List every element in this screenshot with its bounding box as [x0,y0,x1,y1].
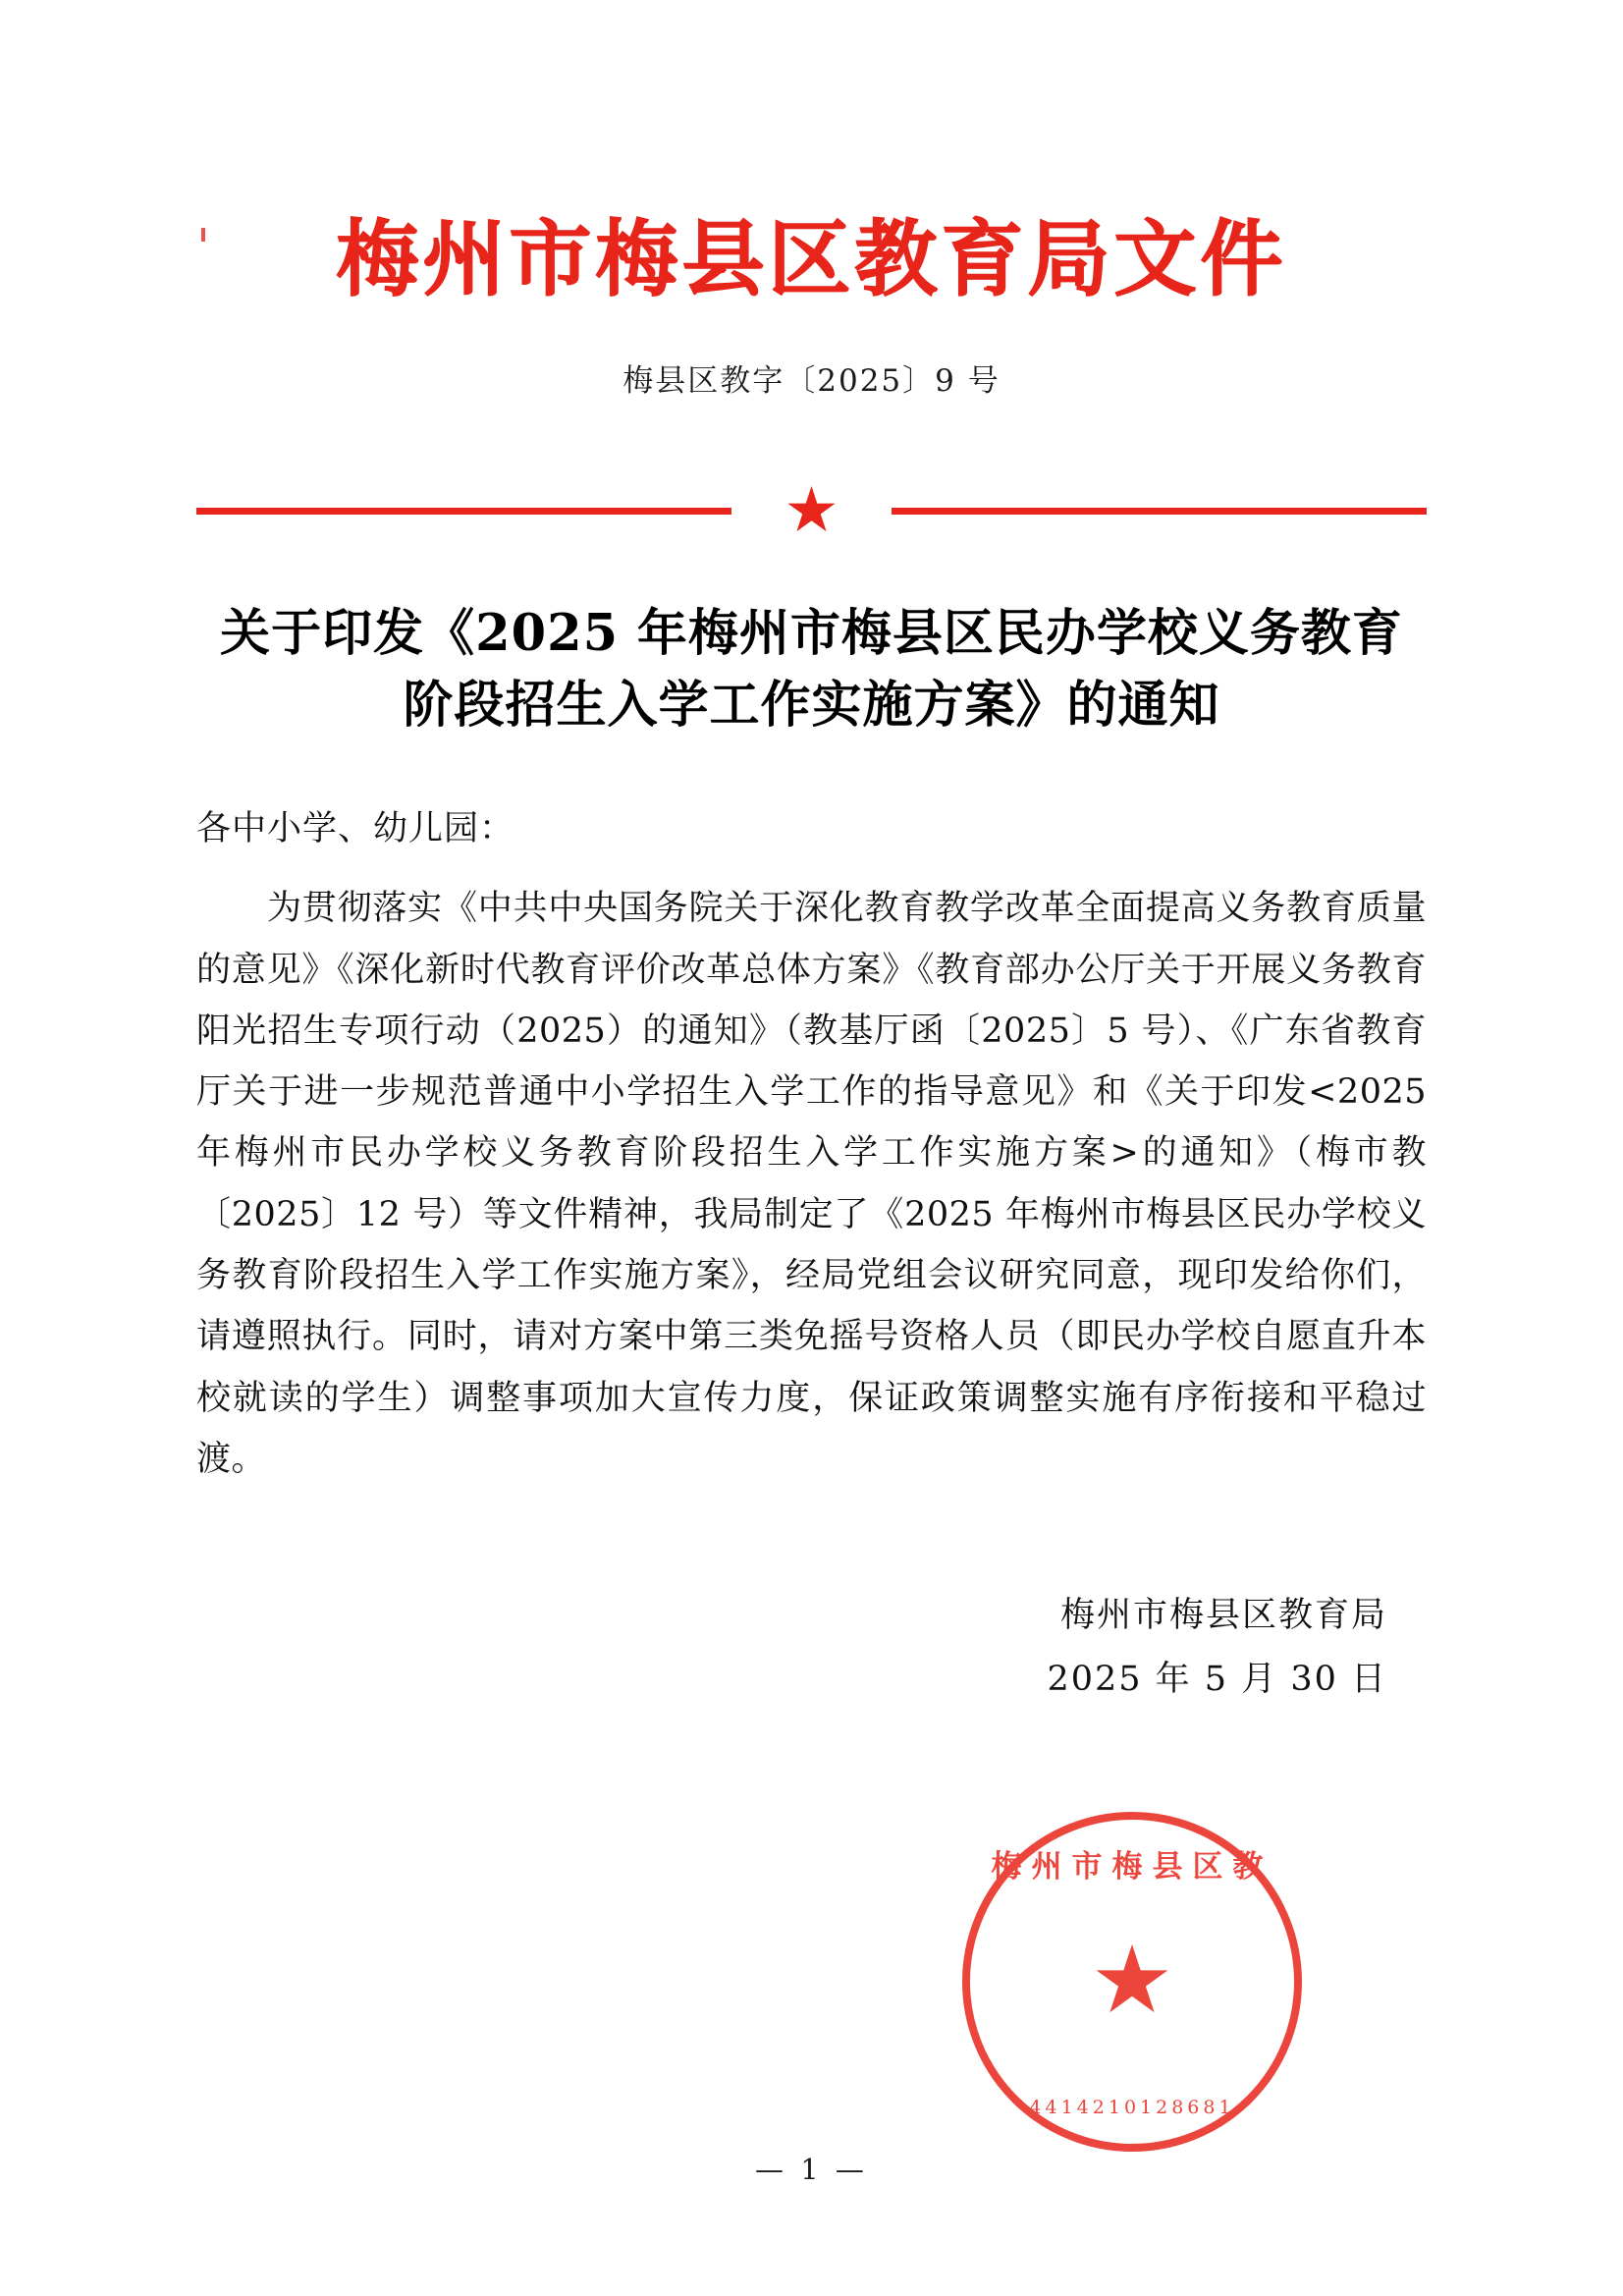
red-star-icon: ★ [785,482,838,542]
document-title: 关于印发《2025 年梅州市梅县区民办学校义务教育阶段招生入学工作实施方案》的通知 [220,604,1403,735]
body-paragraph: 为贯彻落实《中共中央国务院关于深化教育教学改革全面提高义务教育质量的意见》《深化新时代教育评价改革总体方案》《教育部办公厅关于开展义务教育阳光招生专项行动（2025）的通知》（教基厅函〔2025〕5 号）、《广东省教育厅关于进一步规范普通中小学招生入学工作的指导意见》和《关于印发<2025 年梅州市民办学校义务教育阶段招生入学工作实施方案>的通知》（梅市教〔2025〕12 号）等文件精神，我局制定了《2025 年梅州市梅县区民办学校义务教育阶段招生入学工作实施方案》，经局党组会议研究同意，现印发给你们，请遵照执行。同时，请对方案中第三类免摇号资格人员（即民办学校自愿直升本校就读的学生）调整事项加大宣传力度，保证政策调整实施有序衔接和平稳过渡。 [196,889,1427,1479]
signature-organization: 梅州市梅县区教育局 [1059,1596,1387,1636]
signature-date: 2025 年 5 月 30 日 [1047,1659,1387,1699]
document-number: 梅县区教字〔2025〕9 号 [622,363,1001,400]
signature-block [196,1584,1427,1712]
page-number-footer: — 1 — [755,2153,868,2186]
separator-bar-left [196,508,731,515]
red-separator-rule [196,482,1427,542]
official-seal [962,1812,1302,2152]
masthead [196,0,1427,400]
addressee-line: 各中小学、幼儿园： [196,809,515,849]
seal-star-icon: ★ [1093,1938,1171,2026]
seal-top-text: 梅州市梅县区教 [991,1849,1273,1885]
separator-bar-right [892,508,1427,515]
page-corner-mark [201,228,205,242]
seal-bottom-text: 4414210128681 [1029,2097,1235,2118]
masthead-title: 梅州市梅县区教育局文件 [336,210,1287,307]
